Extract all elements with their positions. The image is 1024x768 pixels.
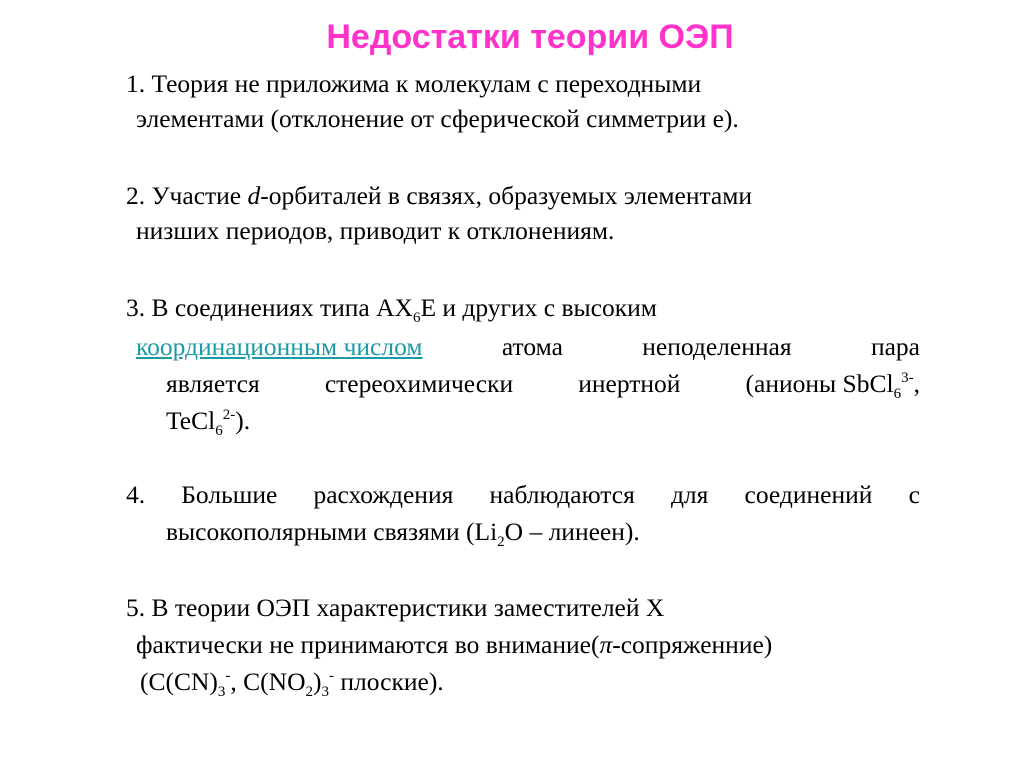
formula-text: , С(NO [230,667,306,696]
subscript: 6 [412,310,421,326]
point-3-line-4 [166,406,251,439]
point-3-line-1 [126,293,657,326]
pi-symbol: π [599,630,613,659]
word: соединений [744,480,873,509]
formula-text: (анионы SbCl [745,369,894,398]
word: Большие [181,480,278,509]
point-3-line-3 [166,369,920,402]
point-3-text: 3. В соединениях типа АХ [126,293,413,322]
subscript: 6 [215,423,223,439]
point-5-text: -сопряженние) [612,630,773,659]
point-5-line-3 [140,667,444,700]
point-5-text: фактически не принимаются во внимание( [136,630,600,659]
word: наблюдаются [489,480,635,509]
point-4-line-1 [126,480,920,510]
formula-text: TeCl [166,406,216,435]
point-1-line-2: элементами (отклонение от сферической симметрии е). [136,104,739,133]
word: неподеленная [642,332,792,361]
superscript: - [225,668,231,684]
subscript: 6 [893,386,902,402]
subscript: 3 [217,684,226,700]
d-orbital-symbol: d [247,181,261,210]
formula-text: ). [235,406,251,435]
point-5-line-1: 5. В теории ОЭП характеристики заместителей Х [126,593,665,622]
formula-text: (С(CN) [140,667,218,696]
point-3-line-2 [136,332,920,362]
superscript: - [329,668,335,684]
word: атома [501,332,563,361]
point-2-line-1 [126,181,752,211]
subscript: 3 [321,684,330,700]
word: инертной [578,369,681,398]
word: стереохимически [324,369,514,398]
word: является [166,369,260,398]
point-4-text: высокополярными связями (Li [166,517,498,546]
word: расхождения [313,480,454,509]
point-2-line-2: низших периодов, приводит к отклонениям. [136,216,615,245]
word: для [670,480,709,509]
coordination-number-link[interactable]: координационным числом [136,332,423,361]
point-2-number: 2. Участие [126,181,248,210]
slide-title: Недостатки теории ОЭП [326,18,734,56]
subscript: 2 [305,684,314,700]
point-2-line-1-rest: -орбиталей в связях, образуемых элементами [260,181,753,210]
point-5-line-2 [136,630,772,660]
formula-text: плоские). [334,667,444,696]
point-4-text: О – линеен). [504,517,640,546]
formula-text: , [913,369,920,398]
subscript: 2 [497,534,505,550]
formula-text: ) [313,667,322,696]
superscript: 3- [901,370,914,386]
point-4-line-2 [166,517,640,550]
anion-formula [745,369,920,402]
point-1-line-1: 1. Теория не приложима к молекулам с переходными [126,69,702,98]
superscript: 2- [222,407,236,423]
point-4-number: 4. [126,480,146,509]
point-3-text: Е и других с высоким [420,293,657,322]
word: пара [870,332,920,361]
word: с [908,480,920,509]
